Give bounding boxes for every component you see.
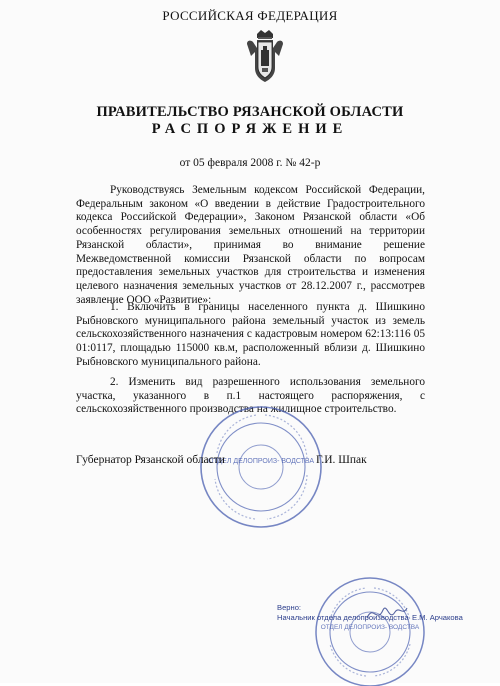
government-name: ПРАВИТЕЛЬСТВО РЯЗАНСКОЙ ОБЛАСТИ xyxy=(96,104,404,120)
stamp2-center-text: ОТДЕЛ ДЕЛОПРОИЗ- ВОДСТВА xyxy=(320,624,420,631)
clause-2-text: 2. Изменить вид разрешенного использования земельного участка, указанного в п.1 настоящего распоряжения, с сельскохозяйственного производства на жилищное строительство. xyxy=(76,376,425,416)
coat-of-arms-emblem xyxy=(245,28,285,84)
preamble-paragraph xyxy=(76,184,425,307)
date-and-number: от 05 февраля 2008 г. № 42-р xyxy=(179,157,321,169)
handwritten-signature-icon xyxy=(365,600,409,626)
certifier-name: Е.М. Арчакова xyxy=(412,613,463,622)
document-type: РАСПОРЯЖЕНИЕ xyxy=(151,121,349,137)
signer-name: Г.И. Шпак xyxy=(316,454,367,466)
certification-line-2: Начальник отдела делопроизводства xyxy=(277,612,409,622)
signer-title: Губернатор Рязанской области xyxy=(76,454,225,466)
clause-1-text: 1. Включить в границы населенного пункта д. Шишкино Рыбновского муниципального района земельный участок из земель сельскохозяйственного назначения с кадастровым номером 62:13:116 05 01:0117, площадью 115000 кв.м, расположенный вблизи д. Шишкино Рыбновского муниципального района. xyxy=(76,301,425,368)
clause-1 xyxy=(76,301,425,370)
preamble-text: Руководствуясь Земельным кодексом Российской Федерации, Федеральным законом «О введении в действие Градостроительного кодекса Российской Федерации», Законом Рязанской области «Об особенностях регулирования земельных отношений на территории Рязанской области», принимая во внимание решение Межведомственной комиссии Рязанской области по вопросам предоставления земельных участков для строительства и изменения целевого назначения земельных участков от 28.12.2007 г., рассмотрев заявление ООО «Развитие»: xyxy=(76,184,425,306)
certification-line-1: Верно: xyxy=(277,603,302,612)
certification-stamp-icon xyxy=(310,574,438,686)
country-header: РОССИЙСКАЯ ФЕДЕРАЦИЯ xyxy=(162,8,338,23)
official-stamp-icon xyxy=(197,403,325,531)
stamp-center-text: ОТДЕЛ ДЕЛОПРОИЗ- ВОДСТВА xyxy=(207,458,315,465)
